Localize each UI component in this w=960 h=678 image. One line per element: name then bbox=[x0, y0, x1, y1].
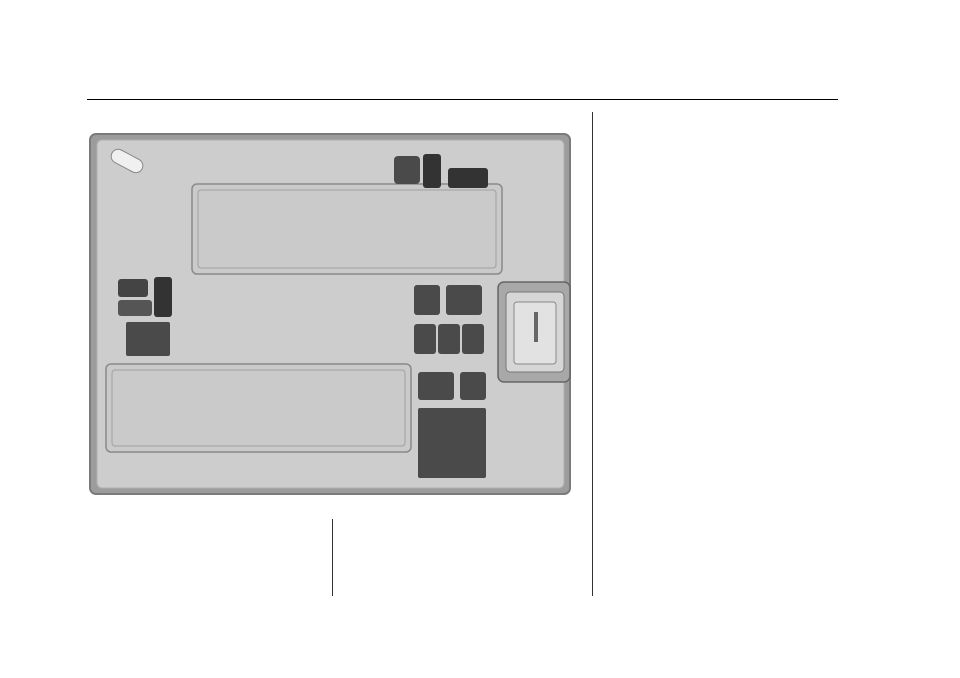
column-divider-left bbox=[332, 519, 333, 596]
fuse-table-right bbox=[625, 139, 855, 599]
breaker-cb2 bbox=[448, 168, 488, 188]
fuse-f8 bbox=[118, 279, 148, 297]
fuse-f7 bbox=[414, 285, 440, 315]
breaker-cb1 bbox=[154, 277, 172, 317]
side-connector bbox=[498, 282, 570, 382]
fuse-f49 bbox=[118, 300, 152, 316]
fuse-block-diagram bbox=[88, 132, 573, 497]
fuse-f5 bbox=[438, 324, 460, 354]
fuse-f9 bbox=[394, 156, 420, 184]
relay-k2 bbox=[126, 322, 170, 356]
header-rule bbox=[87, 99, 838, 100]
fuse-f1 bbox=[418, 372, 454, 400]
fuse-f4 bbox=[462, 324, 484, 354]
upper-connector bbox=[192, 184, 502, 274]
relay-k1 bbox=[418, 408, 486, 478]
fuse-f6 bbox=[414, 324, 436, 354]
fuse-table-left bbox=[362, 546, 582, 596]
column-divider-right bbox=[592, 112, 593, 596]
fuse-f3 bbox=[460, 372, 486, 400]
lower-connector bbox=[106, 364, 411, 452]
breaker-cb3 bbox=[423, 154, 441, 188]
fuse-f2 bbox=[446, 285, 482, 315]
